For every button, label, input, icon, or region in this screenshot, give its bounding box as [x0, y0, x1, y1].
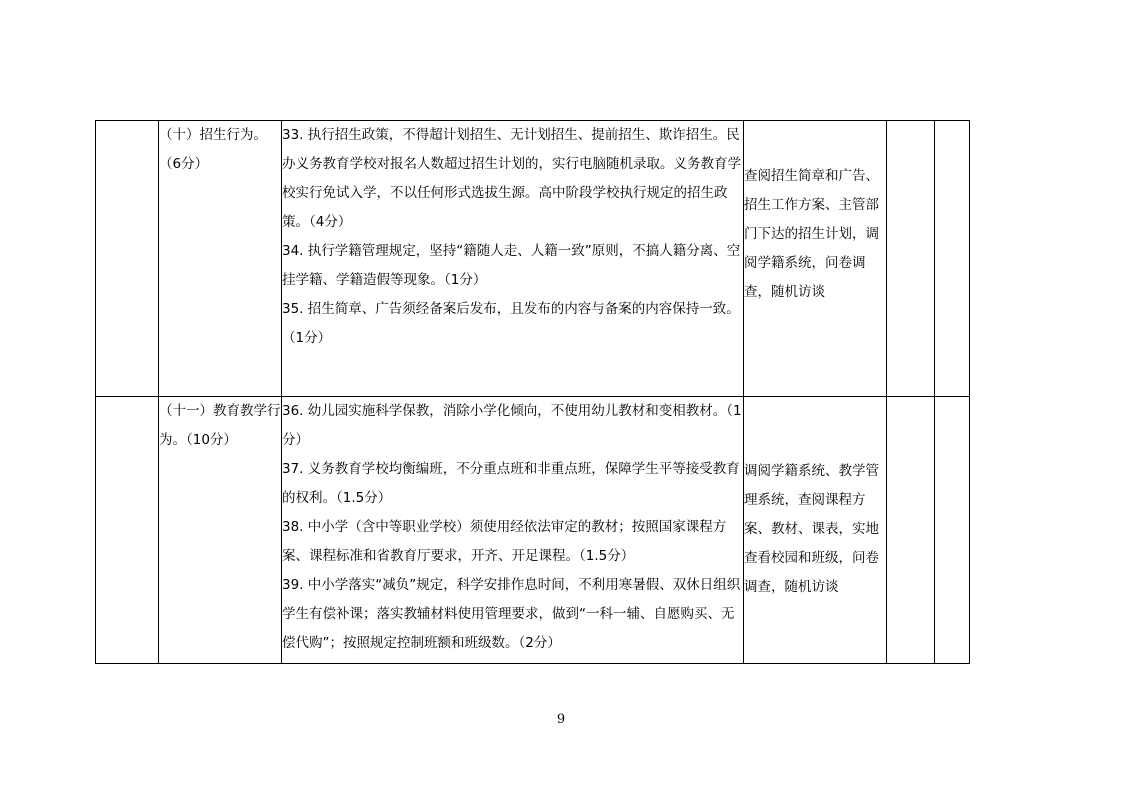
indicator-cell	[159, 397, 282, 664]
criterion-item: 38. 中小学（含中等职业学校）须使用经依法审定的教材；按照国家课程方案、课程标准和省教育厅要求，开齐、开足课程。（1.5分）	[282, 519, 727, 564]
method-text: 查阅招生简章和广告、招生工作方案、主管部门下达的招生计划，调阅学籍系统，问卷调查，随机访谈	[744, 168, 879, 300]
category-cell	[96, 397, 159, 664]
criterion-item: 36. 幼儿园实施科学保教，消除小学化倾向，不使用幼儿教材和变相教材。（1分）	[282, 403, 742, 448]
content-cell	[282, 397, 744, 664]
score-cell	[887, 121, 935, 397]
criterion-item: 35. 招生简章、广告须经备案后发布，且发布的内容与备案的内容保持一致。（1分）	[282, 301, 740, 346]
evaluation-table	[95, 120, 970, 664]
criterion-item: 33. 执行招生政策，不得超计划招生、无计划招生、提前招生、欺诈招生。民办义务教育学校对报名人数超过招生计划的，实行电脑随机录取。义务教育学校实行免试入学，不以任何形式选拔生源。高中阶段学校执行规定的招生政策。（4分）	[282, 127, 741, 230]
criterion-item: 39. 中小学落实“减负”规定，科学安排作息时间，不利用寒暑假、双休日组织学生有偿补课；落实教辅材料使用管理要求，做到“一科一辅、自愿购买、无偿代购”；按照规定控制班额和班级数。（2分）	[282, 577, 741, 651]
method-cell	[744, 121, 887, 397]
indicator-text: （十一）教育教学行为。（10分）	[159, 403, 281, 448]
table-row	[96, 397, 970, 664]
criterion-item: 34. 执行学籍管理规定，坚持“籍随人走、人籍一致”原则，不搞人籍分离、空挂学籍、学籍造假等现象。（1分）	[282, 243, 741, 288]
content-cell	[282, 121, 744, 397]
page-number: 9	[556, 712, 566, 727]
indicator-text: （十）招生行为。（6分）	[159, 127, 267, 172]
method-cell	[744, 397, 887, 664]
remark-cell	[935, 397, 970, 664]
remark-cell	[935, 121, 970, 397]
score-cell	[887, 397, 935, 664]
criterion-item: 37. 义务教育学校均衡编班，不分重点班和非重点班，保障学生平等接受教育的权利。（1.5分）	[282, 461, 740, 506]
category-cell	[96, 121, 159, 397]
table-row	[96, 121, 970, 397]
indicator-cell	[159, 121, 282, 397]
method-text: 调阅学籍系统、教学管理系统，查阅课程方案、教材、课表，实地查看校园和班级，问卷调查，随机访谈	[744, 463, 879, 595]
